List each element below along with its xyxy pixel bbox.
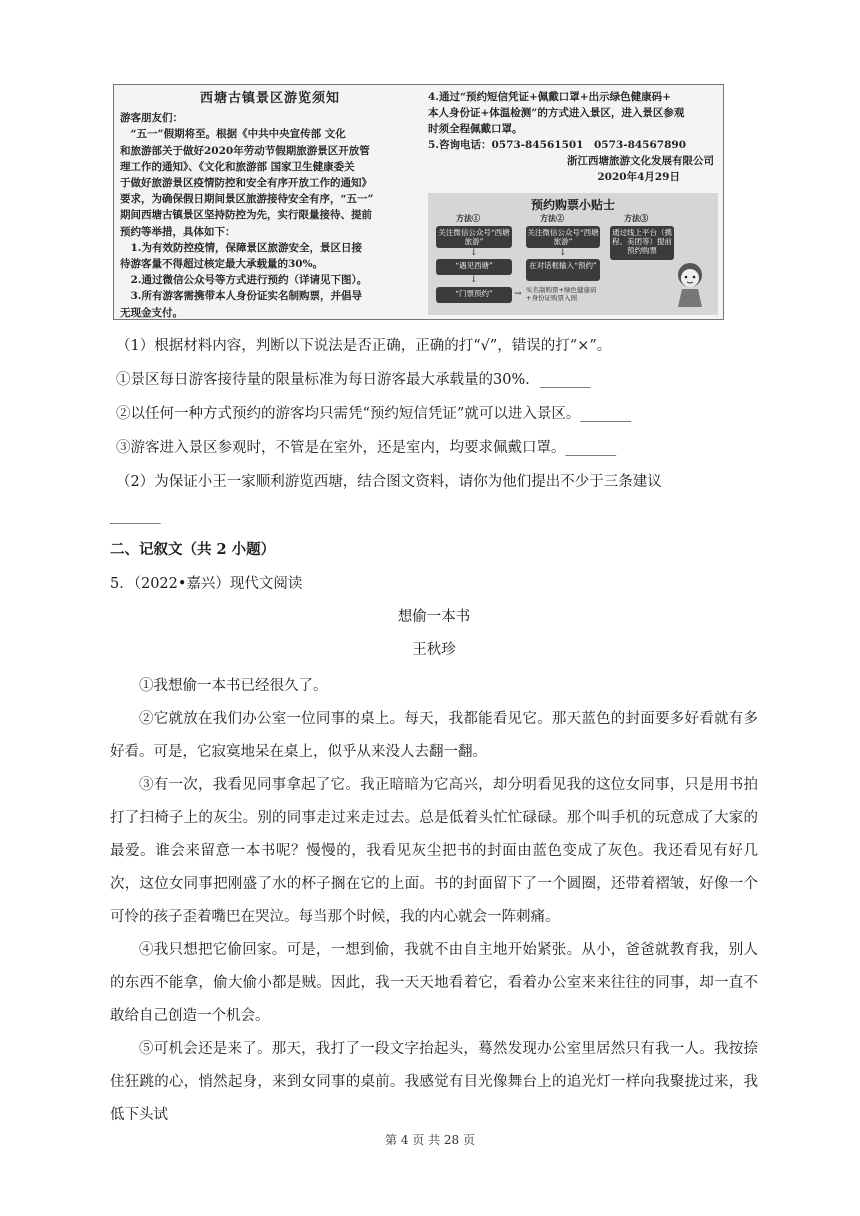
q2-prompt: （2）为保证小王一家顺利游览西塘，结合图文资料，请你为他们提出不少于三条建议	[116, 474, 662, 490]
notice-right-line: 本人身份证+体温检测”的方式进入景区，进入景区参观	[428, 107, 685, 119]
notice-left-column	[120, 89, 420, 320]
notice-left-line: 预约等举措，具体如下：	[120, 225, 236, 238]
m1-step-3: “门票预约”	[436, 287, 512, 303]
notice-left-line: 2.通过微信公众号等方式进行预约（详请见下图）。	[120, 274, 368, 287]
booking-tips-panel	[428, 193, 718, 315]
paragraph-4: ④我只想把它偷回家。可是，一想到偷，我就不由自主地开始紧张。从小，爸爸就教育我，别人的东西不能拿，偷大偷小都是贼。因此，我一天天地看着它，看着办公室来来往往的同事，却一直不敢给自己创造一个机会。	[110, 942, 758, 1024]
notice-left-line: 无现金支付。	[120, 306, 183, 319]
paragraph-1: ①我想偷一本书已经很久了。	[139, 678, 328, 694]
down-arrow-icon: ↓	[470, 275, 478, 285]
m1-step-1: 关注微信公众号“西塘旅游”	[436, 226, 512, 248]
paragraph-5: ⑤可机会还是来了。那天，我打了一段文字抬起头，蓦然发现办公室里居然只有我一人。我按捺住狂跳的心，悄然起身，来到女同事的桌前。我感觉有目光像舞台上的追光灯一样向我聚拢过来，我低下头试	[110, 1041, 758, 1123]
notice-left-line: 期间西塘古镇景区坚持防控为先，实行限量接待、提前	[120, 209, 372, 222]
method-2-label: 方法②	[540, 213, 564, 223]
entry-note: 实名制购票+绿色健康码+身份证购票入园	[526, 286, 597, 302]
article-title: 想偷一本书	[397, 609, 471, 625]
page-footer: 第 4 页 共 28 页	[385, 1133, 475, 1147]
method-3-label: 方法③	[624, 213, 648, 223]
notice-left-line: 1.为有效防控疫情，保障景区旅游安全，景区日接	[120, 241, 362, 254]
judge-item-3: ③游客进入景区参观时，不管是在室外，还是室内，均要求佩戴口罩。_______	[116, 440, 617, 456]
down-arrow-icon: ↓	[470, 248, 478, 258]
m3-step-1: 通过线上平台（携程、美团等）提前预约购票	[610, 226, 674, 260]
judge-item-1: ①景区每日游客接待量的限量标准为每日游客最大承载量的30%．_______	[116, 372, 591, 388]
section-heading: 二、记叙文（共 2 小题）	[110, 541, 276, 558]
article-author: 王秋珍	[412, 642, 456, 658]
notice-right-column	[428, 89, 720, 185]
paragraph-3: ③有一次，我看见同事拿起了它。我正暗暗为它高兴，却分明看见我的这位女同事，只是用书拍打了扫椅子上的灰尘。别的同事走过来走过去。总是低着头忙忙碌碌。那个叫手机的玩意成了大家的最爱。谁会来留意一本书呢？慢慢的，我看见灰尘把书的封面由蓝色变成了灰色。我还看见有好几次，这位女同事把刚盛了水的杯子搁在它的上面。书的封面留下了一个圆圈，还带着褶皱，好像一个可怜的孩子歪着嘴巴在哭泣。每当那个时候，我的内心就会一阵刺痛。	[110, 777, 758, 925]
m1-step-2: “遇见西塘”	[436, 259, 512, 275]
notice-right-line: 5.咨询电话：0573-84561501 0573-84567890	[428, 139, 687, 151]
q2-answer-blank: _______	[110, 508, 161, 524]
notice-left-line: 于做好旅游景区疫情防控和安全有序开放工作的通知》	[120, 177, 372, 190]
right-arrow-icon: →	[514, 289, 522, 299]
tips-title: 预约购票小贴士	[530, 198, 615, 212]
question-label: 5．（2022•嘉兴）现代文阅读	[110, 576, 303, 592]
notice-right-line: 4.通过“预约短信凭证+佩戴口罩+出示绿色健康码+	[428, 91, 671, 103]
cartoon-girl-icon	[668, 259, 712, 309]
notice-title: 西塘古镇景区游览须知	[199, 91, 340, 106]
notice-left-line: “五一”假期将至。根据《中共中央宣传部 文化	[120, 128, 346, 141]
notice-left-line: 游客朋友们：	[120, 112, 183, 125]
notice-company: 浙江西塘旅游文化发展有限公司	[567, 155, 714, 167]
down-arrow-icon: ↓	[559, 248, 567, 258]
method-1-label: 方法①	[456, 213, 480, 223]
notice-left-line: 和旅游部关于做好2020年劳动节假期旅游景区开放管	[120, 144, 370, 157]
notice-image	[113, 84, 724, 320]
notice-left-line: 待游客量不得超过核定最大承载量的30%。	[120, 258, 324, 271]
notice-left-line: 要求，为确保假日期间景区旅游接待安全有序，“五一”	[120, 193, 374, 206]
notice-left-line: 理工作的通知》、《文化和旅游部 国家卫生健康委关	[120, 160, 355, 173]
notice-right-line: 时须全程佩戴口罩。	[428, 123, 523, 135]
notice-date: 2020年4月29日	[597, 171, 680, 183]
q1-prompt: （1）根据材料内容，判断以下说法是否正确，正确的打“√”，错误的打“×”。	[116, 338, 612, 354]
notice-left-line: 3.所有游客需携带本人身份证实名制购票，并倡导	[120, 290, 362, 303]
judge-item-2: ②以任何一种方式预约的游客均只需凭“预约短信凭证”就可以进入景区。_______	[116, 406, 632, 422]
paragraph-2: ②它就放在我们办公室一位同事的桌上。每天，我都能看见它。那天蓝色的封面要多好看就有多好看。可是，它寂寞地呆在桌上，似乎从来没人去翻一翻。	[110, 711, 758, 760]
m2-step-1: 关注微信公众号“西塘旅游”	[527, 228, 599, 246]
m2-step-2: 在对话框输入“预约”	[526, 259, 600, 281]
